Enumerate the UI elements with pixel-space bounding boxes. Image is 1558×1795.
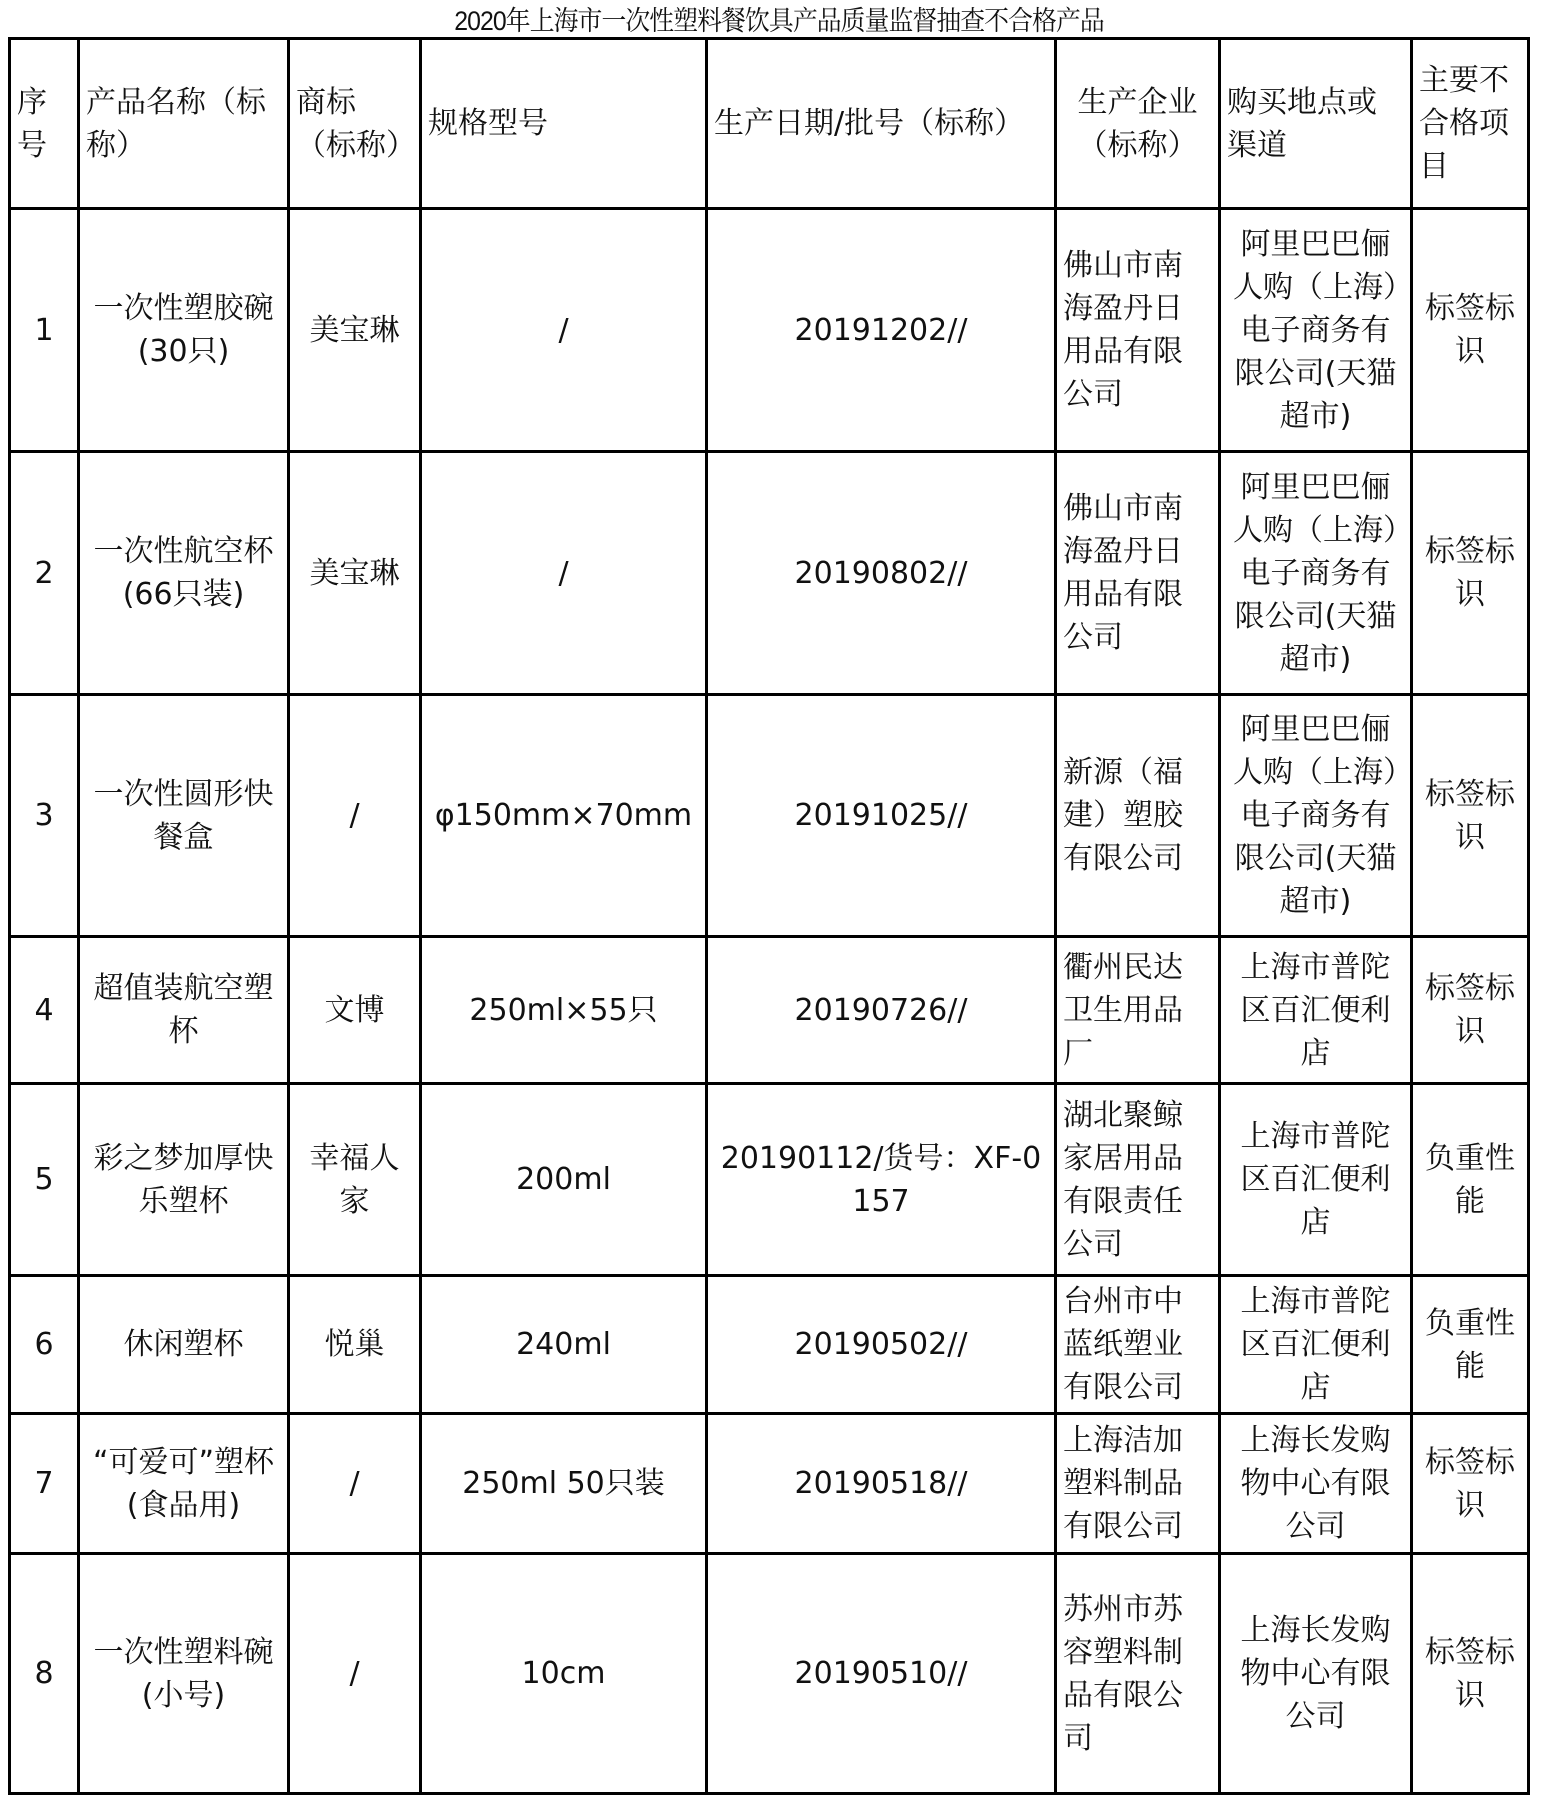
header-spec: 规格型号 — [421, 39, 707, 209]
document-title: 2020年上海市一次性塑料餐饮具产品质量监督抽查不合格产品 — [454, 6, 1104, 36]
cell-date-batch: 20191025// — [707, 695, 1056, 937]
cell-date-batch: 20190802// — [707, 452, 1056, 695]
table-row — [10, 452, 1529, 695]
cell-no: 8 — [10, 1554, 79, 1794]
cell-purchase: 上海长发购物中心有限公司 — [1220, 1414, 1412, 1554]
cell-manufacturer: 上海洁加塑料制品有限公司 — [1056, 1414, 1220, 1554]
cell-manufacturer: 佛山市南海盈丹日用品有限公司 — [1056, 209, 1220, 452]
cell-product: 超值装航空塑杯 — [79, 937, 289, 1084]
header-date-batch: 生产日期/批号（标称） — [707, 39, 1056, 209]
cell-purchase: 阿里巴巴俪人购（上海）电子商务有限公司(天猫超市) — [1220, 452, 1412, 695]
cell-no: 7 — [10, 1414, 79, 1554]
cell-brand: 美宝琳 — [289, 452, 421, 695]
cell-brand: / — [289, 1414, 421, 1554]
cell-product: 一次性航空杯(66只装) — [79, 452, 289, 695]
cell-spec: 250ml 50只装 — [421, 1414, 707, 1554]
cell-failure: 标签标识 — [1412, 1414, 1529, 1554]
cell-failure: 负重性能 — [1412, 1084, 1529, 1276]
cell-failure: 负重性能 — [1412, 1276, 1529, 1414]
table-row — [10, 1554, 1529, 1794]
header-product-name: 产品名称（标称） — [79, 39, 289, 209]
cell-no: 5 — [10, 1084, 79, 1276]
cell-product: 彩之梦加厚快乐塑杯 — [79, 1084, 289, 1276]
header-row — [10, 39, 1529, 209]
cell-purchase: 上海市普陀区百汇便利店 — [1220, 1276, 1412, 1414]
cell-brand: 幸福人家 — [289, 1084, 421, 1276]
cell-brand: 美宝琳 — [289, 209, 421, 452]
cell-manufacturer: 苏州市苏容塑料制品有限公司 — [1056, 1554, 1220, 1794]
cell-spec: 250ml×55只 — [421, 937, 707, 1084]
cell-failure: 标签标识 — [1412, 1554, 1529, 1794]
cell-spec: / — [421, 452, 707, 695]
cell-failure: 标签标识 — [1412, 209, 1529, 452]
cell-purchase: 上海市普陀区百汇便利店 — [1220, 937, 1412, 1084]
cell-brand: 文博 — [289, 937, 421, 1084]
header-manufacturer: 生产企业（标称） — [1056, 39, 1220, 209]
table-row — [10, 209, 1529, 452]
table-row — [10, 1084, 1529, 1276]
cell-no: 3 — [10, 695, 79, 937]
header-no: 序号 — [10, 39, 79, 209]
header-brand: 商标（标称） — [289, 39, 421, 209]
cell-spec: / — [421, 209, 707, 452]
cell-date-batch: 20190518// — [707, 1414, 1056, 1554]
cell-purchase: 阿里巴巴俪人购（上海）电子商务有限公司(天猫超市) — [1220, 695, 1412, 937]
cell-date-batch: 20190510// — [707, 1554, 1056, 1794]
table-row — [10, 695, 1529, 937]
cell-date-batch: 20191202// — [707, 209, 1056, 452]
header-main-failure: 主要不合格项目 — [1412, 39, 1529, 209]
cell-no: 6 — [10, 1276, 79, 1414]
table-row — [10, 1414, 1529, 1554]
table-row — [10, 1276, 1529, 1414]
cell-failure: 标签标识 — [1412, 937, 1529, 1084]
cell-failure: 标签标识 — [1412, 452, 1529, 695]
cell-failure: 标签标识 — [1412, 695, 1529, 937]
nonconforming-products-table — [8, 37, 1530, 1795]
cell-brand: / — [289, 1554, 421, 1794]
cell-purchase: 阿里巴巴俪人购（上海）电子商务有限公司(天猫超市) — [1220, 209, 1412, 452]
cell-product: 一次性塑料碗(小号) — [79, 1554, 289, 1794]
cell-no: 1 — [10, 209, 79, 452]
cell-spec: 240ml — [421, 1276, 707, 1414]
cell-spec: φ150mm×70mm — [421, 695, 707, 937]
cell-purchase: 上海市普陀区百汇便利店 — [1220, 1084, 1412, 1276]
cell-date-batch: 20190502// — [707, 1276, 1056, 1414]
cell-brand: / — [289, 695, 421, 937]
cell-product: 一次性塑胶碗(30只) — [79, 209, 289, 452]
cell-product: “可爱可”塑杯(食品用) — [79, 1414, 289, 1554]
cell-manufacturer: 佛山市南海盈丹日用品有限公司 — [1056, 452, 1220, 695]
cell-date-batch: 20190726// — [707, 937, 1056, 1084]
cell-product: 一次性圆形快餐盒 — [79, 695, 289, 937]
cell-manufacturer: 湖北聚鲸家居用品有限责任公司 — [1056, 1084, 1220, 1276]
cell-no: 4 — [10, 937, 79, 1084]
cell-no: 2 — [10, 452, 79, 695]
cell-manufacturer: 台州市中蓝纸塑业有限公司 — [1056, 1276, 1220, 1414]
cell-brand: 悦巢 — [289, 1276, 421, 1414]
table-row — [10, 937, 1529, 1084]
cell-manufacturer: 衢州民达卫生用品厂 — [1056, 937, 1220, 1084]
cell-manufacturer: 新源（福建）塑胶有限公司 — [1056, 695, 1220, 937]
cell-purchase: 上海长发购物中心有限公司 — [1220, 1554, 1412, 1794]
header-purchase-location: 购买地点或渠道 — [1220, 39, 1412, 209]
cell-product: 休闲塑杯 — [79, 1276, 289, 1414]
cell-spec: 10cm — [421, 1554, 707, 1794]
cell-spec: 200ml — [421, 1084, 707, 1276]
cell-date-batch: 20190112/货号：XF-0157 — [707, 1084, 1056, 1276]
